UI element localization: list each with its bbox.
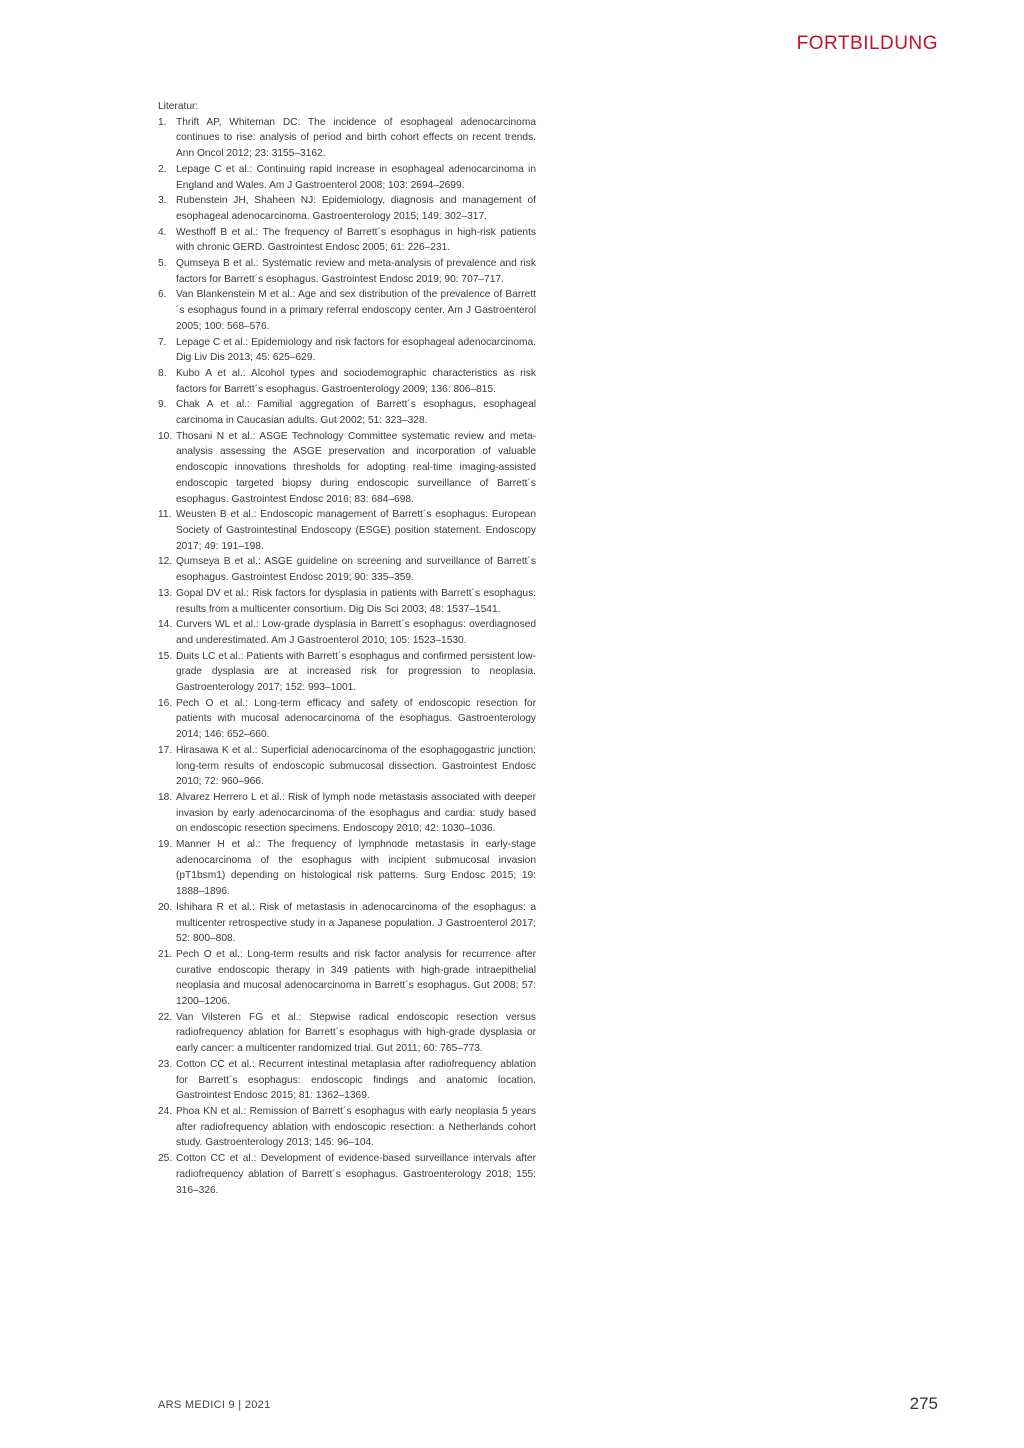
reference-item: [158, 1104, 536, 1151]
reference-item: [158, 397, 536, 428]
reference-number: 11.: [158, 509, 172, 521]
reference-section: [158, 99, 536, 1198]
page-number: 275: [909, 1394, 938, 1413]
reference-item: [158, 617, 536, 648]
reference-text: Gopal DV et al.: Risk factors for dysplasia in patients with Barrett´s esophagus: results from a multicenter consortium. Dig Dis Sci 2003; 48: 1537–1541.: [176, 587, 536, 615]
reference-text: Pech O et al.: Long-term efficacy and safety of endoscopic resection for patients with mucosal adenocarcinoma of the esophagus. Gastroenterology 2014; 146: 652–660.: [176, 697, 536, 741]
reference-text: Lepage C et al.: Epidemiology and risk factors for esophageal adenocarcinoma. Dig Liv Dis 2013; 45: 625–629.: [176, 336, 536, 364]
reference-item: [158, 225, 536, 256]
reference-item: [158, 900, 536, 947]
reference-text: Qumseya B et al.: ASGE guideline on screening and surveillance of Barrett´s esophagus. Gastrointest Endosc 2019; 90: 335–359.: [176, 556, 536, 584]
reference-item: [158, 1057, 536, 1104]
reference-item: [158, 586, 536, 617]
reference-number: 9.: [158, 399, 167, 411]
reference-item: [158, 256, 536, 287]
reference-text: Weusten B et al.: Endoscopic management of Barrett´s esophagus: European Society of Gastrointestinal Endoscopy (ESGE) position statement. Endoscopy 2017; 49: 191–198.: [176, 509, 536, 552]
reference-text: Westhoff B et al.: The frequency of Barrett´s esophagus in high-risk patients with chronic GERD. Gastrointest Endosc 2005; 61: 226–231.: [176, 226, 536, 254]
reference-text: Cotton CC et al.: Recurrent intestinal metaplasia after radiofrequency ablation for Barrett´s esophagus: endoscopic findings and anatomic location. Gastrointest Endosc 2015; 81: 1362–1369.: [176, 1058, 536, 1102]
reference-text: Rubenstein JH, Shaheen NJ: Epidemiology, diagnosis and management of esophageal adenocarcinoma. Gastroenterology 2015; 149: 302–317.: [176, 195, 536, 222]
reference-text: Duits LC et al.: Patients with Barrett´s esophagus and confirmed persistent low-grade dysplasia are at increased risk for progression to neoplasia. Gastroenterology 2017; 152: 993–1001.: [176, 650, 536, 694]
reference-number: 1.: [158, 116, 167, 128]
reference-item: [158, 554, 536, 585]
reference-item: [158, 335, 536, 366]
reference-text: Thosani N et al.: ASGE Technology Committee systematic review and meta-analysis assessing the ASGE preservation and incorporation of valuable endoscopic innovations thresholds for adopting real-time imaging-assisted endoscopic targeted biopsy during endoscopic surveillance of Barrett´s esophagus. Gastrointest Endosc 2016; 83: 684–698.: [176, 430, 536, 505]
reference-number: 14.: [158, 619, 173, 631]
reference-item: [158, 507, 536, 554]
reference-number: 20.: [158, 901, 173, 913]
reference-number: 4.: [158, 226, 167, 238]
reference-number: 13.: [158, 587, 173, 599]
reference-number: 18.: [158, 791, 173, 803]
reference-item: [158, 790, 536, 837]
section-header: FORTBILDUNG: [796, 33, 938, 54]
reference-text: Hirasawa K et al.: Superficial adenocarcinoma of the esophagogastric junction: long-term results of endoscopic submucosal dissection. Gastrointest Endosc 2010; 72: 960–966.: [176, 744, 536, 788]
reference-number: 6.: [158, 289, 167, 301]
reference-number: 24.: [158, 1106, 173, 1117]
reference-item: [158, 366, 536, 397]
reference-number: 22.: [158, 1011, 173, 1023]
reference-title: Literatur:: [158, 101, 199, 112]
reference-number: 8.: [158, 367, 167, 379]
reference-item: [158, 837, 536, 900]
reference-number: 3.: [158, 195, 167, 207]
reference-text: Van Blankenstein M et al.: Age and sex distribution of the prevalence of Barrett´s esophagus found in a primary referral endoscopy center. Am J Gastroenterol 2005; 100: 568–576.: [176, 289, 536, 332]
reference-item: [158, 1151, 536, 1198]
reference-item: [158, 287, 536, 334]
reference-number: 12.: [158, 556, 173, 568]
reference-text: Van Vilsteren FG et al.: Stepwise radical endoscopic resection versus radiofrequency ablation for Barrett´s esophagus with high-grade dysplasia or early cancer: a multicenter randomized trial. Gut 2011; 60: 765–773.: [176, 1011, 536, 1055]
reference-item: [158, 649, 536, 696]
reference-text: Pech O et al.: Long-term results and risk factor analysis for recurrence after curative endoscopic therapy in 349 patients with high-grade intraepithelial neoplasia and mucosal adenocarcinoma in Barrett´s esophagus. Gut 2008; 57: 1200–1206.: [176, 948, 536, 1008]
reference-text: Lepage C et al.: Continuing rapid increase in esophageal adenocarcinoma in England and Wales. Am J Gastroenterol 2008; 103: 2694–2699.: [176, 163, 536, 191]
reference-text: Manner H et al.: The frequency of lymphnode metastasis in early-stage adenocarcinoma of the esophagus with incipient submucosal invasion (pT1bsm1) depending on histological risk patterns. Surg Endosc 2015; 19: 1888–1896.: [176, 839, 536, 898]
reference-item: [158, 115, 536, 162]
reference-list: [158, 115, 536, 1199]
reference-text: Kubo A et al.: Alcohol types and sociodemographic characteristics as risk factors for Barrett´s esophagus. Gastroenterology 2009; 136: 806–815.: [176, 367, 536, 395]
reference-number: 16.: [158, 697, 173, 709]
reference-item: [158, 1010, 536, 1057]
reference-number: 19.: [158, 839, 173, 851]
reference-item: [158, 429, 536, 508]
reference-number: 2.: [158, 163, 167, 175]
reference-number: 17.: [158, 744, 173, 756]
reference-number: 10.: [158, 430, 173, 442]
journal-issue: ARS MEDICI 9 | 2021: [158, 1399, 271, 1411]
reference-item: [158, 743, 536, 790]
reference-number: 25.: [158, 1153, 173, 1165]
reference-number: 23.: [158, 1058, 173, 1070]
reference-item: [158, 947, 536, 1010]
reference-number: 7.: [158, 336, 167, 348]
reference-item: [158, 696, 536, 743]
reference-text: Qumseya B et al.: Systematic review and meta-analysis of prevalence and risk factors for Barrett´s esophagus. Gastrointest Endosc 2019; 90: 707–717.: [176, 258, 536, 285]
reference-text: Alvarez Herrero L et al.: Risk of lymph node metastasis associated with deeper invasion by early adenocarcinoma of the esophagus and cardia: study based on endoscopic resection specimens. Endoscopy 2010; 42: 1030–1036.: [176, 791, 536, 835]
reference-number: 15.: [158, 650, 173, 662]
reference-text: Phoa KN et al.: Remission of Barrett´s esophagus with early neoplasia 5 years after radiofrequency ablation with endoscopic resection: a Netherlands cohort study. Gastroenterology 2013; 145: 96–104.: [176, 1106, 536, 1149]
reference-number: 21.: [158, 948, 173, 960]
reference-text: Ishihara R et al.: Risk of metastasis in adenocarcinoma of the esophagus: a multicenter retrospective study in a Japanese population. J Gastroenterol 2017; 52: 800–808.: [176, 901, 536, 945]
reference-text: Thrift AP, Whiteman DC: The incidence of esophageal adenocarcinoma continues to rise: analysis of period and birth cohort effects on recent trends. Ann Oncol 2012; 23: 3155–3162.: [176, 116, 536, 160]
reference-text: Cotton CC et al.: Development of evidence-based surveillance intervals after radiofrequency ablation of Barrett´s esophagus. Gastroenterology 2018; 155: 316–326.: [176, 1153, 536, 1196]
reference-number: 5.: [158, 258, 167, 270]
reference-text: Curvers WL et al.: Low-grade dysplasia in Barrett´s esophagus: overdiagnosed and underestimated. Am J Gastroenterol 2010; 105: 1523–1530.: [176, 619, 536, 646]
reference-item: [158, 162, 536, 193]
reference-text: Chak A et al.: Familial aggregation of Barrett´s esophagus, esophageal carcinoma in Caucasian adults. Gut 2002; 51: 323–328.: [176, 399, 536, 427]
reference-item: [158, 193, 536, 224]
